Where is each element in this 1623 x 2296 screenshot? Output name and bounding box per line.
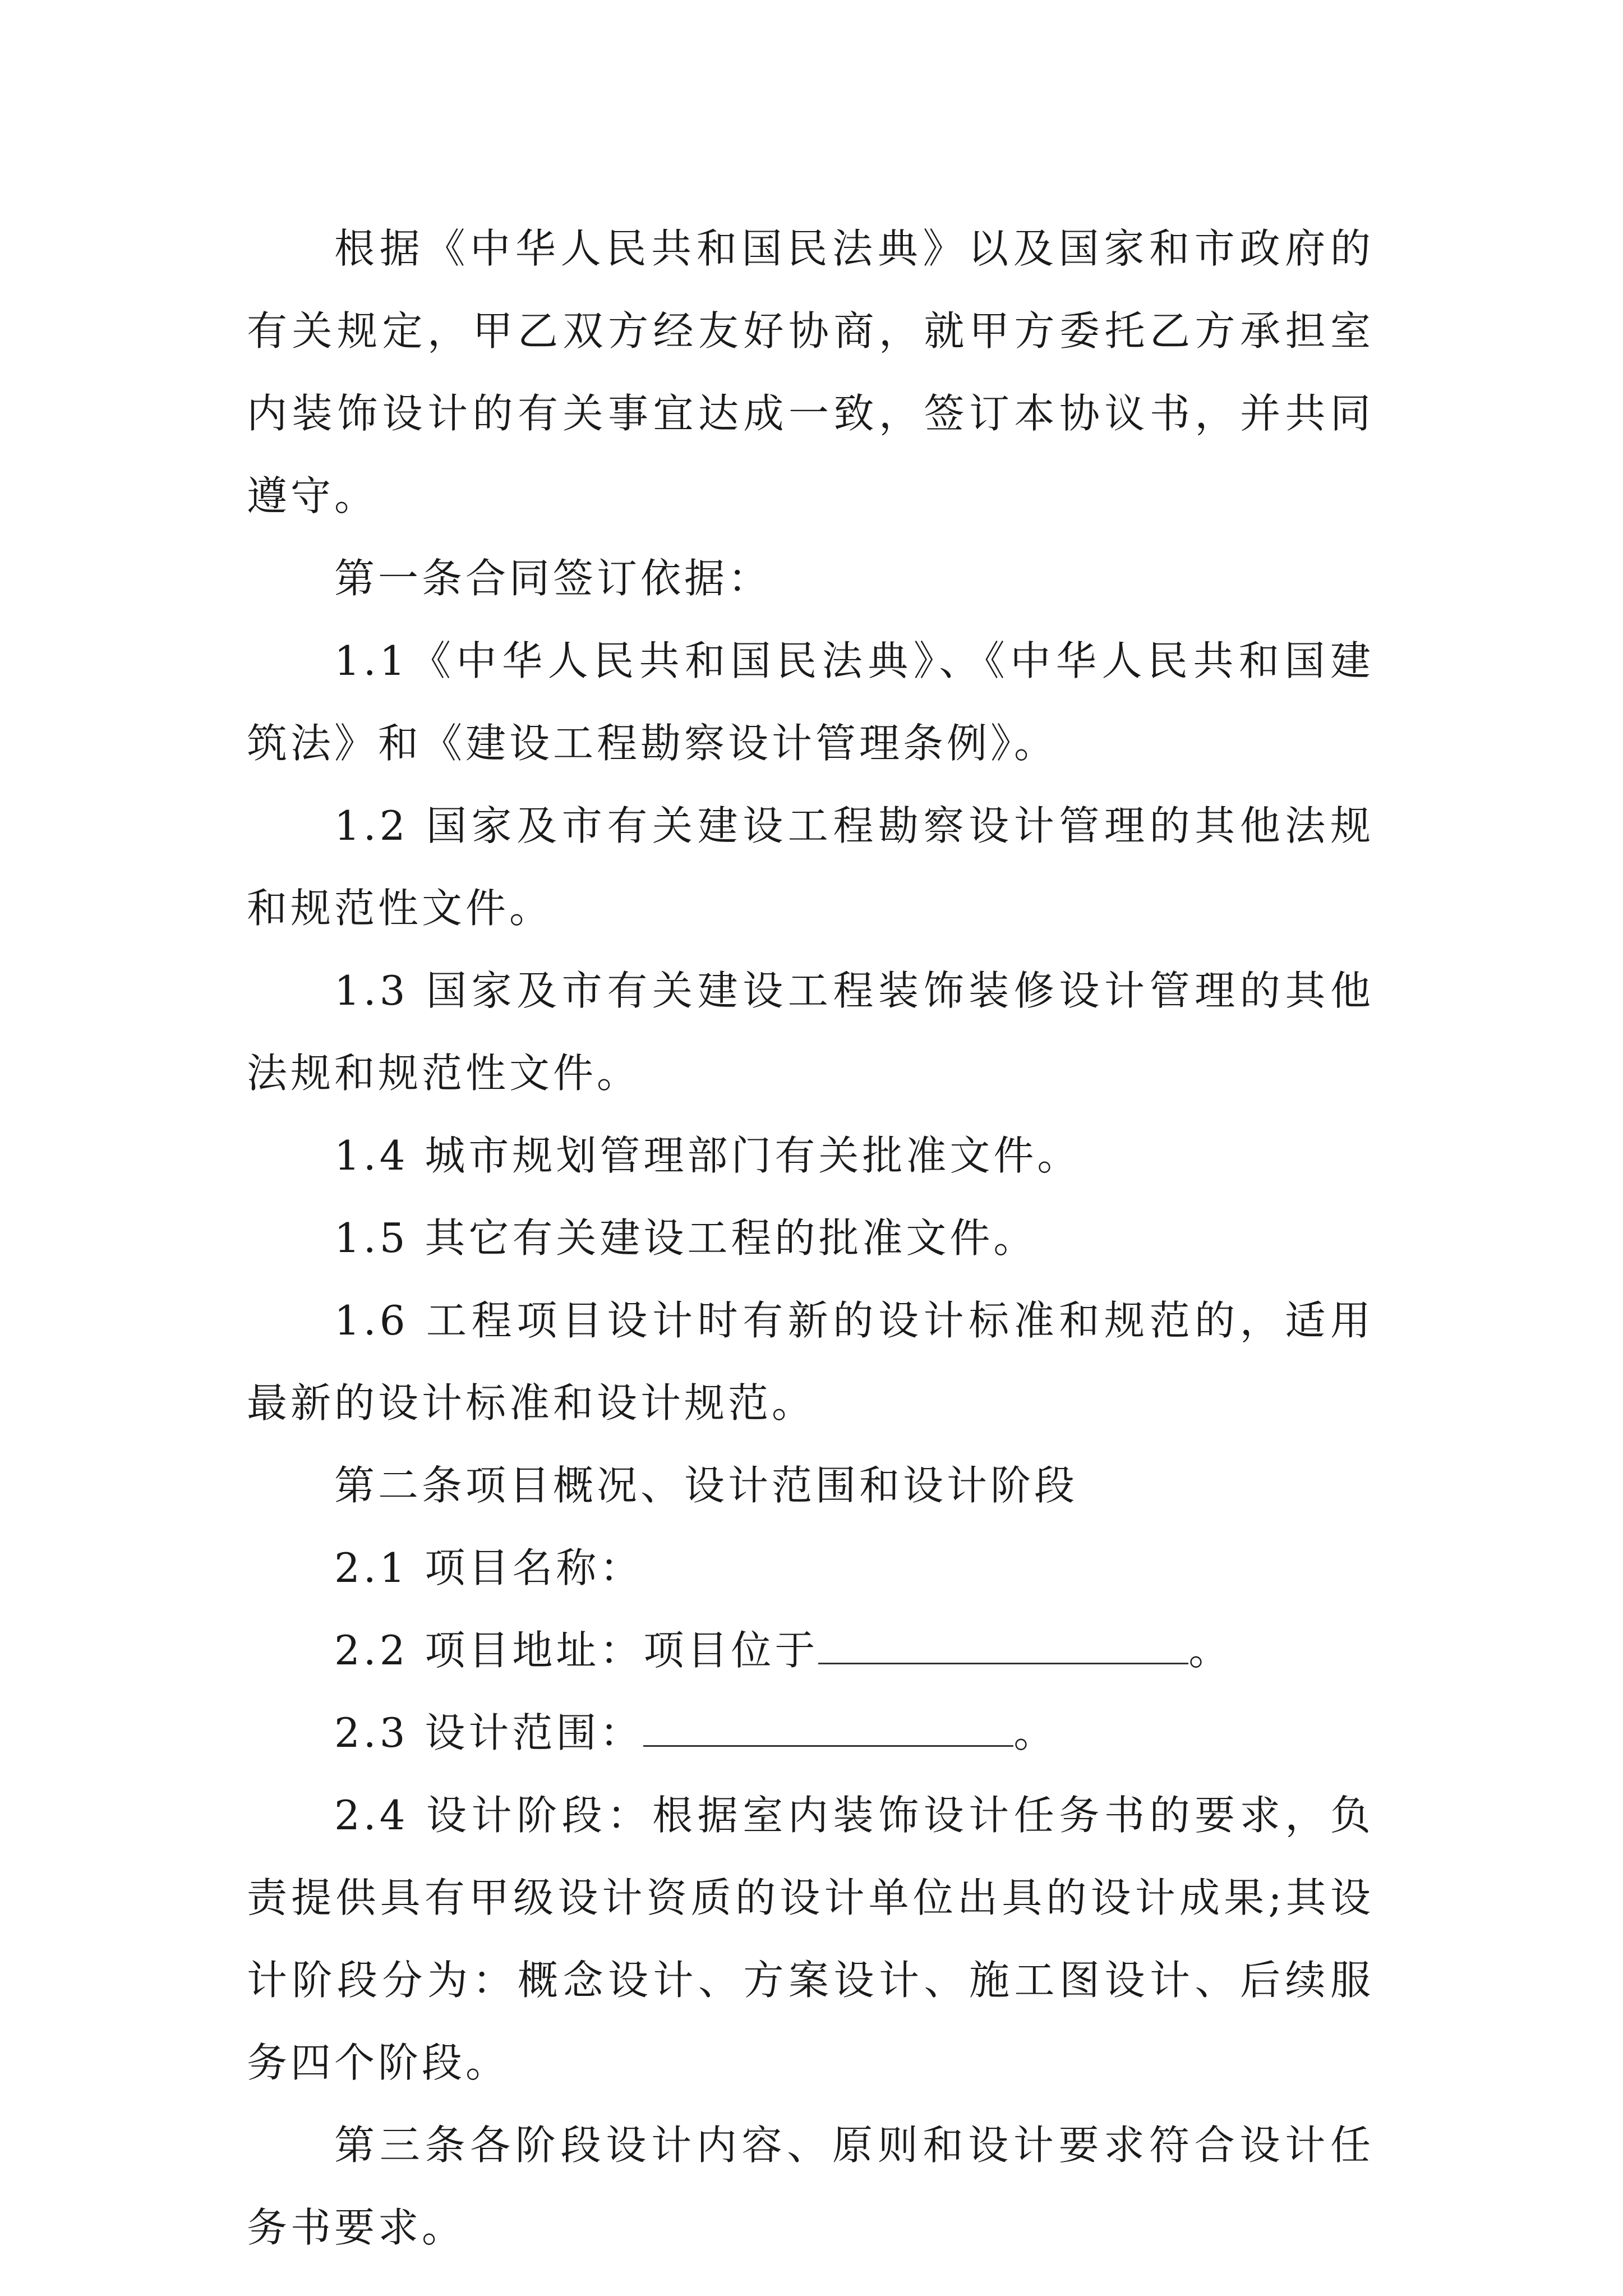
clause-1-1: 1.1《中华人民共和国民法典》、《中华人民共和国建筑法》和《建设工程勘察设计管理条例》。 xyxy=(247,637,1374,767)
clause-1-4: 1.4 城市规划管理部门有关批准文件。 xyxy=(334,1132,1081,1179)
project-address-blank[interactable] xyxy=(818,1628,1188,1664)
clause-2-3 xyxy=(247,1692,1374,1774)
design-scope-blank[interactable] xyxy=(643,1710,1013,1747)
clause-2-3-prefix: 2.3 设计范围： xyxy=(334,1709,644,1756)
clause-2-1: 2.1 项目名称： xyxy=(334,1544,644,1591)
clause-1-2: 1.2 国家及市有关建设工程勘察设计管理的其他法规和规范性文件。 xyxy=(247,802,1374,932)
intro-paragraph: 根据《中华人民共和国民法典》以及国家和市政府的有关规定，甲乙双方经友好协商，就甲方委托乙方承担室内装饰设计的有关事宜达成一致，签订本协议书，并共同遵守。 xyxy=(247,225,1374,519)
clause-2-2-suffix: 。 xyxy=(1188,1627,1233,1674)
article-2-heading: 第二条项目概况、设计范围和设计阶段 xyxy=(334,1462,1078,1509)
clause-1-5: 1.5 其它有关建设工程的批准文件。 xyxy=(334,1214,1038,1262)
article-3: 第三条各阶段设计内容、原则和设计要求符合设计任务书要求。 xyxy=(247,2122,1374,2251)
clause-1-3: 1.3 国家及市有关建设工程装饰装修设计管理的其他法规和规范性文件。 xyxy=(247,967,1374,1097)
clause-1-6: 1.6 工程项目设计时有新的设计标准和规范的，适用最新的设计标准和设计规范。 xyxy=(247,1297,1374,1427)
clause-2-2 xyxy=(247,1609,1374,1692)
clause-2-4: 2.4 设计阶段：根据室内装饰设计任务书的要求，负责提供具有甲级设计资质的设计单位出具的设计成果;其设计阶段分为：概念设计、方案设计、施工图设计、后续服务四个阶段。 xyxy=(247,1792,1374,2086)
clause-2-2-prefix: 2.2 项目地址：项目位于 xyxy=(334,1627,819,1674)
document-body xyxy=(247,208,1374,2269)
article-1-heading: 第一条合同签订依据： xyxy=(334,555,772,602)
clause-2-3-suffix: 。 xyxy=(1013,1709,1058,1756)
